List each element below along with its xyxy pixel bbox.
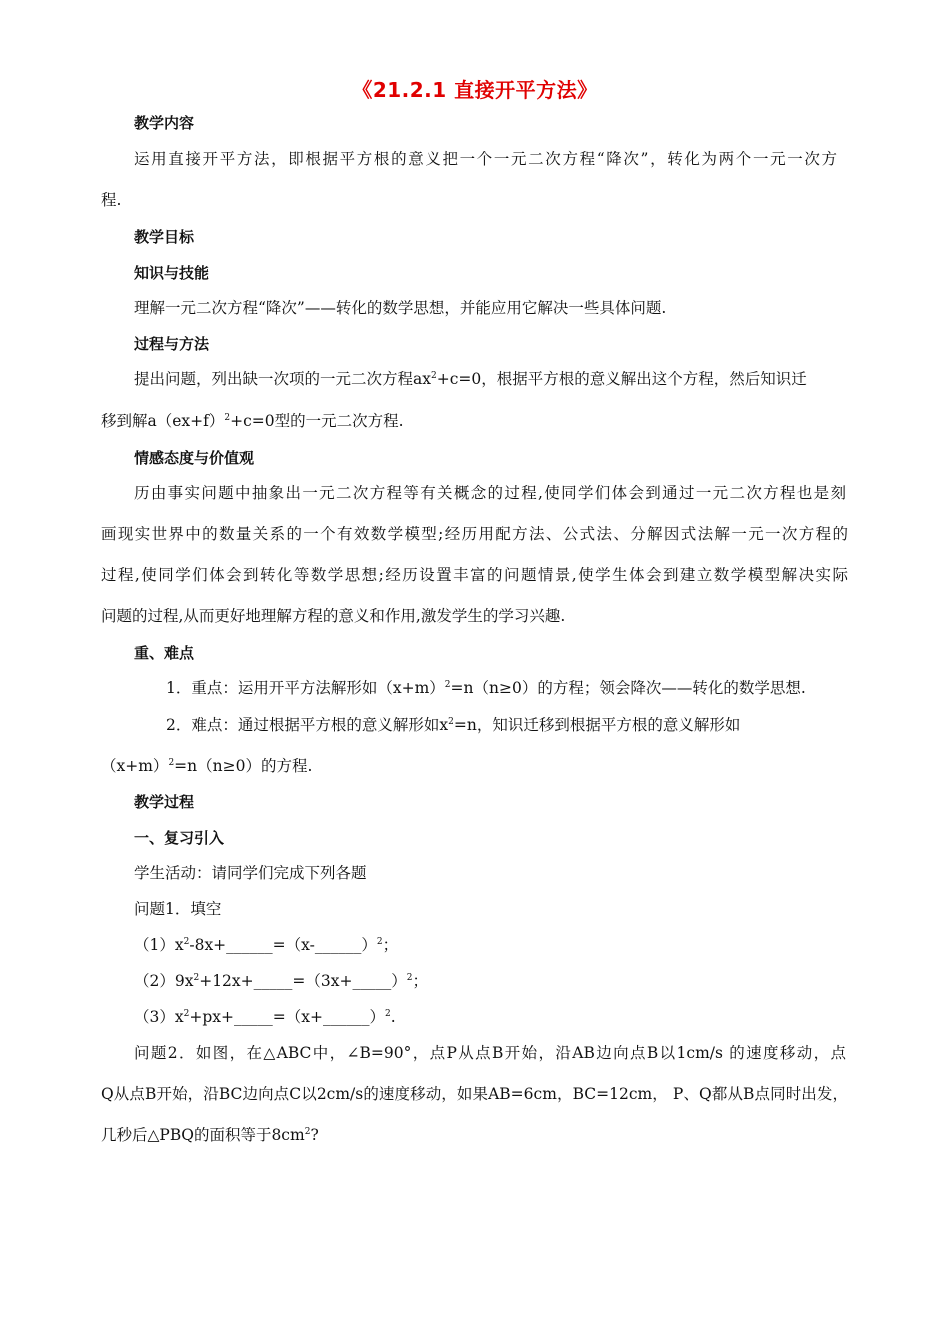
knowledge-text: 理解一元二次方程“降次”——转化的数学思想，并能应用它解决一些具体问题. [134, 299, 667, 317]
emotion-text-line-3: 过程,使同学们体会到转化等数学思想;经历设置丰富的问题情景,使学生体会到建立数学模型解决实际 [101, 566, 848, 584]
question-1-item-1: $(1)x^2-8x+\_\_\_\_\_\_=(x-\_\_\_\_\_\_)^2$； [134, 936, 399, 954]
heading-emotion-values: 情感态度与价值观 [134, 449, 255, 467]
heading-teaching-content: 教学内容 [134, 114, 195, 132]
student-activity-text: 学生活动：请同学们完成下列各题 [134, 864, 367, 882]
emotion-text-line-4: 问题的过程,从而更好地理解方程的意义和作用,激发学生的学习兴趣. [101, 607, 566, 625]
question-1-label: 问题1．填空 [134, 900, 222, 918]
heading-teaching-goals: 教学目标 [134, 228, 195, 246]
content-text-line-1: 运用直接开平方法，即根据平方根的意义把一个一元二次方程“降次”，转化为两个一元一次方 [134, 150, 837, 168]
question-1-item-3: $(3)x^2+px+\_\_\_\_\_=(x+\_\_\_\_\_\_)^2$. [134, 1008, 396, 1026]
document-title: 《21.2.1 直接开平方法》 [352, 78, 598, 102]
heading-teaching-process: 教学过程 [134, 793, 195, 811]
process-text-line-1: 提出问题，列出缺一次项的一元二次方程$ax^2+c=0$，根据平方根的意义解出这个方程，然后知识迁 [134, 370, 807, 388]
heading-key-points: 重、难点 [134, 644, 195, 662]
question-2-line-2: Q从点B开始，沿BC边向点C以2cm/s的速度移动，如果AB=6cm，BC=12cm， P、Q都从B点同时出发， [101, 1085, 848, 1103]
heading-knowledge-skills: 知识与技能 [134, 264, 210, 282]
content-text-line-2: 程. [101, 191, 122, 209]
emotion-text-line-2: 画现实世界中的数量关系的一个有效数学模型;经历用配方法、公式法、分解因式法解一元一次方程的 [101, 525, 848, 543]
emotion-text-line-1: 历由事实问题中抽象出一元二次方程等有关概念的过程,使同学们体会到通过一元二次方程也是刻 [134, 484, 846, 502]
key-point-item-1: 1．重点：运用开平方法解形如$(x+m)^2=n(n\ge 0)$的方程；领会降次——转化的数学思想. [166, 679, 806, 697]
question-1-item-2: $(2)9x^2+12x+\_\_\_\_\_=(3x+\_\_\_\_\_)^2$； [134, 972, 428, 990]
question-2-line-3: 几秒后△PBQ的面积等于$8cm^2$? [101, 1126, 319, 1144]
heading-process-method: 过程与方法 [134, 335, 210, 353]
key-point-item-2-continued: $(x+m)^2=n(n\ge 0)$的方程. [101, 757, 313, 775]
process-text-line-2: 移到解$a(ex+f)^2+c=0$型的一元二次方程. [101, 412, 404, 430]
question-2-line-1: 问题2．如图，在△ABC中，∠B=90°，点P从点B开始，沿AB边向点B以1cm/s 的速度移动，点 [134, 1044, 846, 1062]
key-point-item-2: 2．难点：通过根据平方根的意义解形如$x^2=n$，知识迁移到根据平方根的意义解形如 [166, 716, 741, 734]
heading-review-intro: 一、复习引入 [134, 829, 225, 847]
